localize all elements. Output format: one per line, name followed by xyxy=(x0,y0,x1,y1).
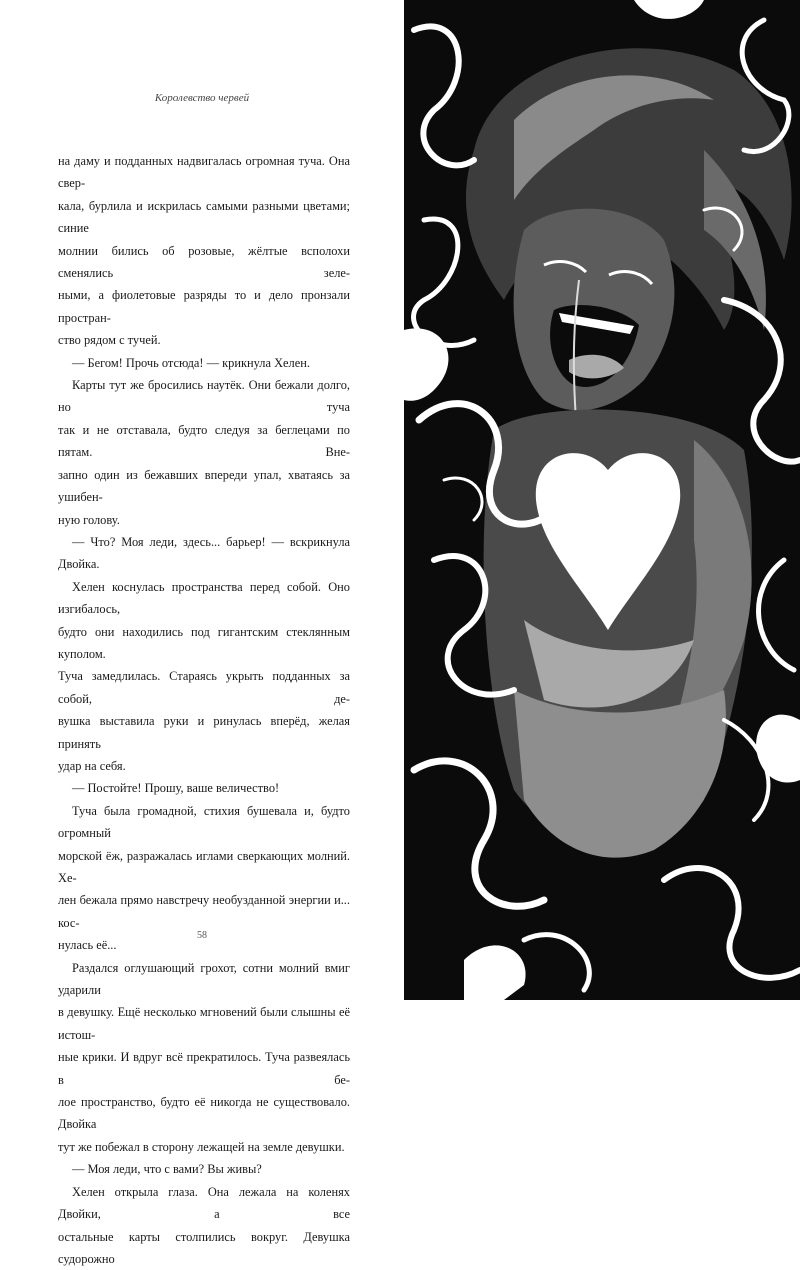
paragraph xyxy=(58,957,350,1159)
text-line: остальные карты столпились вокруг. Девушка судорожно xyxy=(58,1226,350,1270)
left-text-page xyxy=(0,0,404,1000)
text-line: ство рядом с тучей. xyxy=(58,329,350,351)
body-text xyxy=(58,150,350,1270)
text-line: так и не отставала, будто следуя за беглецами по пятам. Вне- xyxy=(58,419,350,464)
text-line: будто они находились под гигантским стеклянным куполом. xyxy=(58,621,350,666)
text-line: молнии бились об розовые, жёлтые всполохи сменялись зеле- xyxy=(58,240,350,285)
text-line: на даму и подданных надвигалась огромная туча. Она свер- xyxy=(58,150,350,195)
illustration-page xyxy=(404,0,800,1000)
text-line: удар на себя. xyxy=(58,755,350,777)
running-head: Королевство червей xyxy=(0,92,404,104)
text-line: ными, а фиолетовые разряды то и дело пронзали простран- xyxy=(58,284,350,329)
paragraph xyxy=(58,1181,350,1270)
text-line: ную голову. xyxy=(58,509,350,531)
paragraph xyxy=(58,1158,350,1180)
text-line: ные крики. И вдруг всё прекратилось. Туча развеялась в бе- xyxy=(58,1046,350,1091)
text-line: — Постойте! Прошу, ваше величество! xyxy=(58,777,350,799)
text-line: Хелен коснулась пространства перед собой. Оно изгибалось, xyxy=(58,576,350,621)
paragraph xyxy=(58,150,350,352)
text-line: лое пространство, будто её никогда не существовало. Двойка xyxy=(58,1091,350,1136)
text-line: Хелен открыла глаза. Она лежала на коленях Двойки, а все xyxy=(58,1181,350,1226)
illustration xyxy=(404,0,800,1000)
text-line: Карты тут же бросились наутёк. Они бежали долго, но туча xyxy=(58,374,350,419)
text-line: — Бегом! Прочь отсюда! — крикнула Хелен. xyxy=(58,352,350,374)
text-line: кала, бурлила и искрилась самыми разными цветами; синие xyxy=(58,195,350,240)
text-line: Туча была громадной, стихия бушевала и, будто огромный xyxy=(58,800,350,845)
paragraph xyxy=(58,777,350,799)
text-line: лен бежала прямо навстречу необузданной энергии и... кос- xyxy=(58,889,350,934)
paragraph xyxy=(58,352,350,374)
text-line: — Моя леди, что с вами? Вы живы? xyxy=(58,1158,350,1180)
text-line: вушка выставила руки и ринулась вперёд, желая принять xyxy=(58,710,350,755)
text-line: Раздался оглушающий грохот, сотни молний вмиг ударили xyxy=(58,957,350,1002)
page-number: 58 xyxy=(0,930,404,941)
text-line: Туча замедлилась. Стараясь укрыть подданных за собой, де- xyxy=(58,665,350,710)
text-line: нулась её... xyxy=(58,934,350,956)
paragraph xyxy=(58,531,350,576)
paragraph xyxy=(58,576,350,778)
text-line: запно один из бежавших впереди упал, хватаясь за ушибен- xyxy=(58,464,350,509)
paragraph xyxy=(58,374,350,531)
text-line: в девушку. Ещё несколько мгновений были слышны её истош- xyxy=(58,1001,350,1046)
text-line: морской ёж, разражалась иглами сверкающих молний. Хе- xyxy=(58,845,350,890)
text-line: тут же побежал в сторону лежащей на земле девушки. xyxy=(58,1136,350,1158)
text-line: — Что? Моя леди, здесь... барьер! — вскрикнула Двойка. xyxy=(58,531,350,576)
